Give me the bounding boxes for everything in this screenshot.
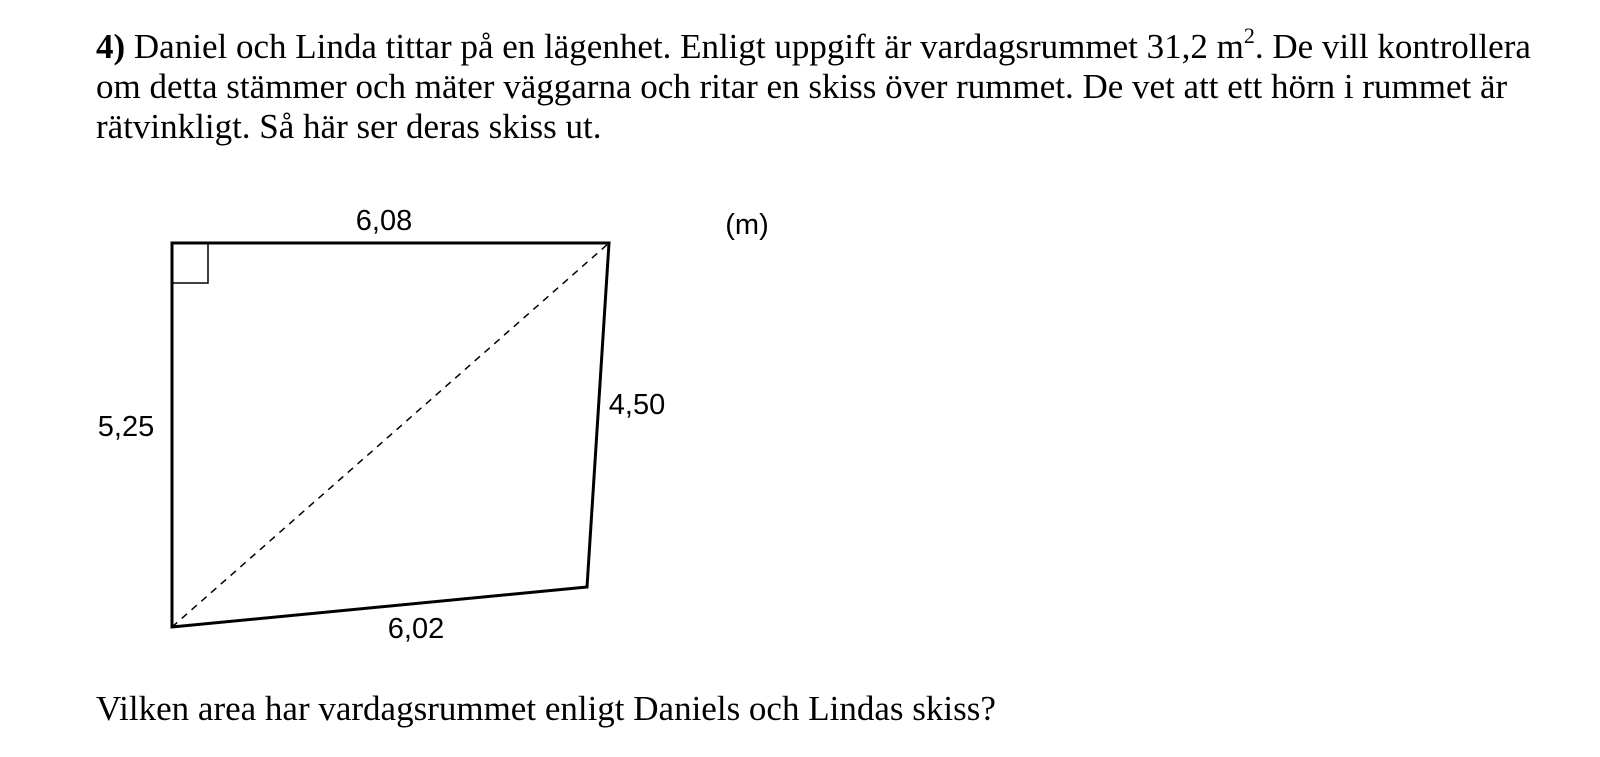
area-exponent: 2 (1243, 23, 1255, 49)
problem-number: 4) (96, 27, 126, 66)
top-side-label: 6,08 (355, 205, 413, 237)
bottom-side-label: 6,02 (387, 613, 445, 645)
left-side-label: 5,25 (97, 411, 155, 443)
unit-label: (m) (725, 209, 769, 241)
right-angle-marker (172, 243, 208, 283)
problem-text-part2: . De vill kontrollera om detta stämmer och mäter väggarna och ritar en skiss över rummet. De vet att ett hörn i rummet är rätvinkligt. Så här ser deras skiss ut. (96, 27, 1531, 146)
room-diagonal (172, 243, 609, 627)
problem-text-part1: Daniel och Linda tittar på en lägenhet. Enligt uppgift är vardagsrummet 31,2 m (125, 27, 1244, 66)
question-text: Vilken area har vardagsrummet enligt Daniels och Lindas skiss? (96, 689, 996, 728)
right-side-label: 4,50 (608, 389, 666, 421)
